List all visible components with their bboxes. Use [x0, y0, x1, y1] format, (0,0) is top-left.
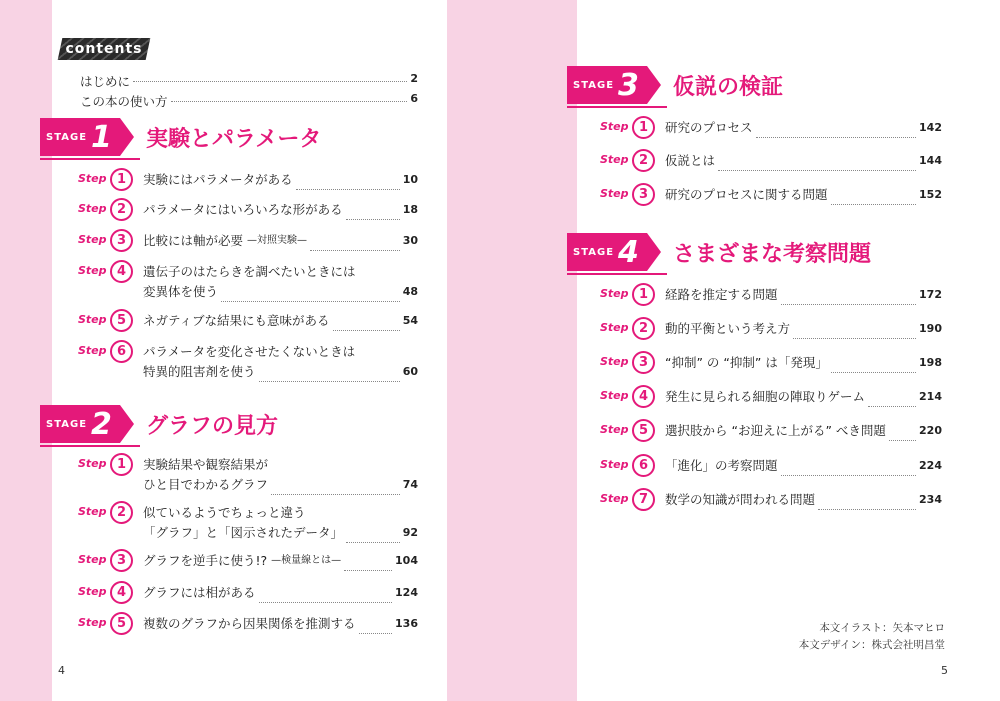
step-title: 実験結果や観察結果が	[143, 457, 269, 472]
step-title: ひと目でわかるグラフ	[143, 477, 269, 492]
step-page-number: 172	[919, 288, 942, 301]
step-title: 経路を推定する問題	[665, 287, 778, 302]
step-label: Step	[600, 355, 629, 368]
step-title: 研究のプロセスに関する問題	[665, 187, 828, 202]
step-title: ネガティブな結果にも意味がある	[143, 313, 330, 328]
toc-step-5[interactable]	[78, 311, 418, 332]
toc-step-6[interactable]	[600, 456, 942, 477]
step-number-badge: 5	[632, 419, 655, 442]
stage-4-title: さまざまな考察問題	[673, 241, 872, 267]
step-title: パラメータを変化させたくないときは	[143, 344, 356, 359]
step-page-number: 220	[919, 424, 942, 437]
step-subtitle: —検量線とは—	[271, 555, 342, 566]
step-title: 特異的阻害剤を使う	[143, 364, 256, 379]
stage-1-underline	[40, 158, 140, 160]
step-page-number: 48	[402, 285, 418, 298]
step-label: Step	[600, 187, 629, 200]
step-number-badge: 3	[110, 229, 133, 252]
step-title: 研究のプロセス	[665, 120, 753, 135]
toc-step-3[interactable]	[78, 231, 418, 252]
toc-step-5[interactable]	[600, 421, 942, 442]
step-page-number: 60	[402, 365, 418, 378]
step-number-badge: 3	[632, 183, 655, 206]
step-label: Step	[600, 423, 629, 436]
toc-step-2[interactable]	[78, 503, 418, 543]
step-page-number: 18	[402, 203, 418, 216]
stage-1-title: 実験とパラメータ	[146, 126, 322, 152]
step-title: “抑制” の “抑制” は「発現」	[665, 355, 828, 370]
toc-step-1[interactable]	[600, 285, 942, 306]
stage-2-underline	[40, 445, 140, 447]
step-title: 遺伝子のはたらきを調べたいときには	[143, 264, 356, 279]
step-page-number: 224	[919, 459, 942, 472]
stage-1-tag: STAGE 1	[40, 118, 120, 156]
step-title: 変異体を使う	[143, 284, 219, 299]
stage-4-underline	[567, 273, 667, 275]
toc-step-3[interactable]	[600, 185, 942, 206]
toc-step-7[interactable]	[600, 490, 942, 511]
step-title: 動的平衡という考え方	[665, 321, 791, 336]
step-title: 「グラフ」と「図示されたデータ」	[143, 525, 344, 540]
step-page-number: 136	[395, 617, 418, 630]
toc-step-1[interactable]	[78, 170, 418, 191]
step-label: Step	[78, 616, 107, 629]
credit-design: 本文デザイン：株式会社明昌堂	[798, 639, 945, 651]
toc-step-3[interactable]	[78, 551, 418, 572]
stage-2-title: グラフの見方	[146, 413, 279, 439]
stage-3-underline	[567, 106, 667, 108]
toc-step-1[interactable]	[78, 455, 418, 495]
page-number-left: 4	[58, 664, 65, 677]
toc-step-2[interactable]	[78, 200, 418, 221]
toc-entry-intro[interactable]: はじめに 2	[80, 72, 418, 89]
step-page-number: 74	[402, 478, 418, 491]
step-subtitle: —対照実験—	[247, 235, 308, 246]
toc-step-3[interactable]	[600, 353, 942, 374]
step-label: Step	[600, 492, 629, 505]
step-page-number: 104	[395, 554, 418, 567]
step-number-badge: 2	[110, 198, 133, 221]
step-number-badge: 1	[632, 283, 655, 306]
step-page-number: 144	[919, 154, 942, 167]
stage-4-heading	[567, 233, 871, 271]
step-label: Step	[78, 233, 107, 246]
step-label: Step	[78, 553, 107, 566]
gutter-band	[447, 0, 577, 701]
toc-step-4[interactable]	[78, 262, 418, 302]
step-number-badge: 3	[632, 351, 655, 374]
toc-step-2[interactable]	[600, 319, 942, 340]
toc-step-5[interactable]	[78, 614, 418, 635]
toc-step-4[interactable]	[600, 387, 942, 408]
step-title: グラフを逆手に使う!?	[143, 553, 268, 568]
step-number-badge: 4	[110, 581, 133, 604]
step-label: Step	[600, 389, 629, 402]
step-page-number: 54	[402, 314, 418, 327]
step-label: Step	[600, 458, 629, 471]
stage-1-heading	[40, 118, 321, 156]
step-title: グラフには相がある	[143, 585, 256, 600]
step-label: Step	[78, 585, 107, 598]
step-page-number: 92	[402, 526, 418, 539]
toc-step-1[interactable]	[600, 118, 942, 139]
step-label: Step	[78, 264, 107, 277]
step-title: 似ているようでちょっと違う	[143, 505, 306, 520]
step-number-badge: 6	[632, 454, 655, 477]
step-page-number: 190	[919, 322, 942, 335]
step-label: Step	[78, 505, 107, 518]
step-page-number: 124	[395, 586, 418, 599]
step-title: 数学の知識が問われる問題	[665, 492, 816, 507]
step-page-number: 142	[919, 121, 942, 134]
step-title: 複数のグラフから因果関係を推測する	[143, 616, 356, 631]
step-number-badge: 3	[110, 549, 133, 572]
stage-3-tag: STAGE 3	[567, 66, 647, 104]
step-title: 選択肢から “お迎えに上がる” べき問題	[665, 423, 886, 438]
toc-step-2[interactable]	[600, 151, 942, 172]
step-number-badge: 2	[632, 149, 655, 172]
step-number-badge: 1	[110, 453, 133, 476]
contents-header: contents	[58, 38, 151, 60]
left-margin-band	[0, 0, 52, 701]
page-number-right: 5	[941, 664, 948, 677]
step-page-number: 198	[919, 356, 942, 369]
step-title: 比較には軸が必要	[143, 233, 244, 248]
toc-step-6[interactable]	[78, 342, 418, 382]
step-page-number: 234	[919, 493, 942, 506]
step-number-badge: 4	[632, 385, 655, 408]
step-page-number: 10	[402, 173, 418, 186]
step-title: パラメータにはいろいろな形がある	[143, 202, 343, 217]
step-label: Step	[78, 172, 107, 185]
stage-2-tag: STAGE 2	[40, 405, 120, 443]
step-label: Step	[600, 321, 629, 334]
step-label: Step	[78, 313, 107, 326]
step-label: Step	[78, 344, 107, 357]
step-page-number: 152	[919, 188, 942, 201]
credit-illustration: 本文イラスト：矢本マヒロ	[819, 622, 945, 634]
step-label: Step	[600, 287, 629, 300]
step-number-badge: 2	[632, 317, 655, 340]
step-number-badge: 1	[632, 116, 655, 139]
step-number-badge: 1	[110, 168, 133, 191]
step-label: Step	[78, 457, 107, 470]
step-number-badge: 5	[110, 309, 133, 332]
toc-step-4[interactable]	[78, 583, 418, 604]
step-label: Step	[78, 202, 107, 215]
step-number-badge: 7	[632, 488, 655, 511]
step-number-badge: 5	[110, 612, 133, 635]
step-number-badge: 4	[110, 260, 133, 283]
step-label: Step	[600, 153, 629, 166]
stage-3-title: 仮説の検証	[673, 74, 784, 100]
step-label: Step	[600, 120, 629, 133]
step-number-badge: 6	[110, 340, 133, 363]
step-page-number: 30	[402, 234, 418, 247]
step-title: 「進化」の考察問題	[665, 458, 778, 473]
toc-entry-howto[interactable]: この本の使い方 6	[80, 92, 418, 109]
step-title: 仮説とは	[665, 153, 716, 168]
stage-3-heading	[567, 66, 783, 104]
step-title: 発生に見られる細胞の陣取りゲーム	[665, 389, 866, 404]
stage-2-heading	[40, 405, 278, 443]
step-page-number: 214	[919, 390, 942, 403]
step-title: 実験にはパラメータがある	[143, 172, 293, 187]
step-number-badge: 2	[110, 501, 133, 524]
stage-4-tag: STAGE 4	[567, 233, 647, 271]
